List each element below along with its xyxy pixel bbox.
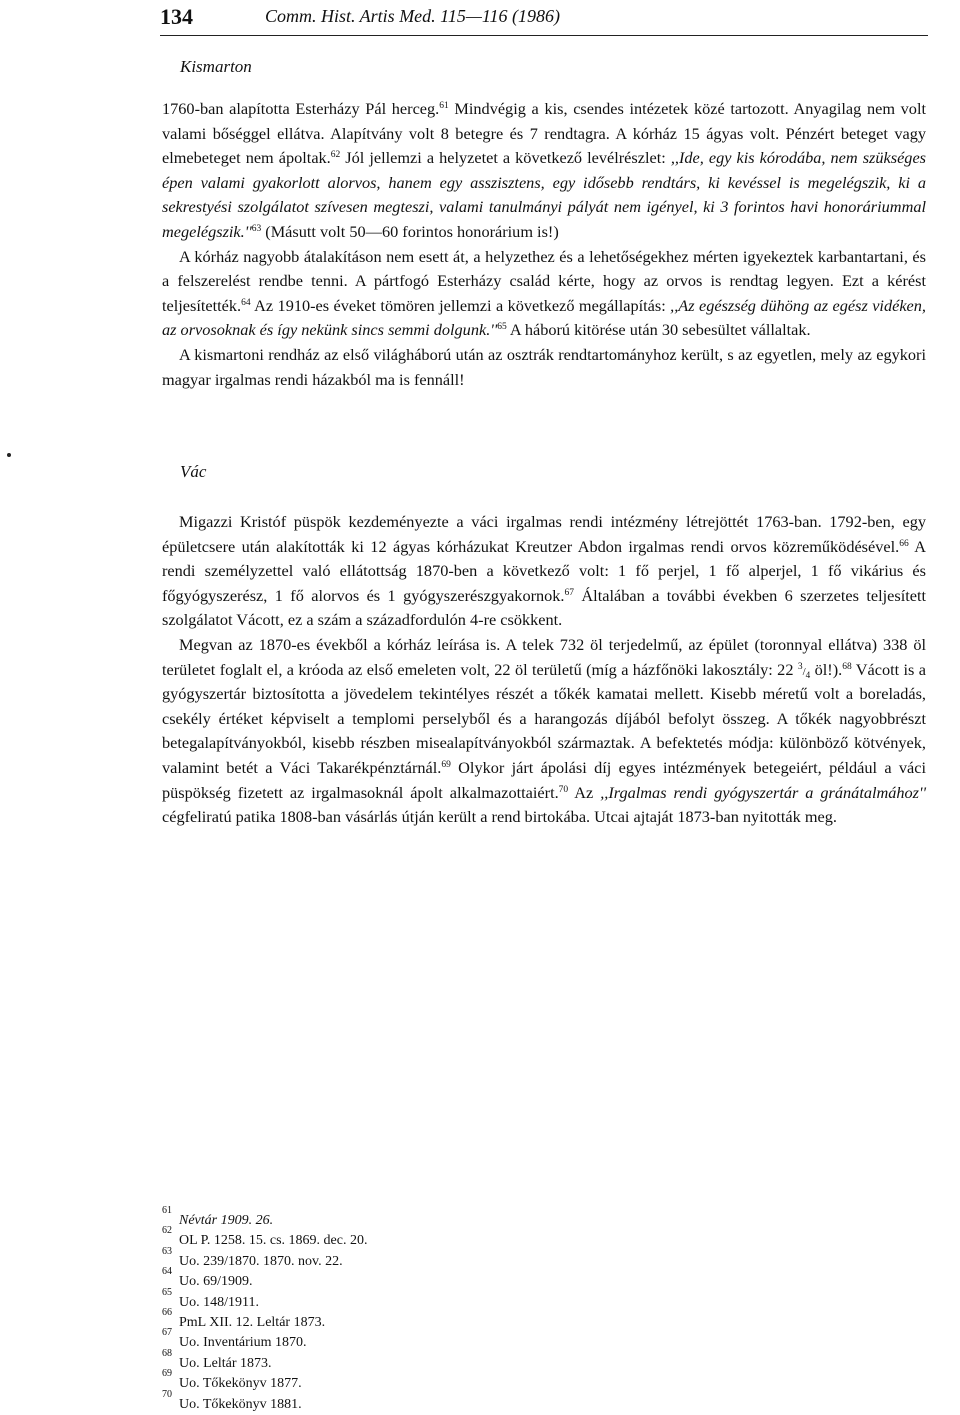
footnote-ref[interactable]: 64 bbox=[241, 297, 251, 308]
footnote-64: 64 Uo. 69/1909. bbox=[162, 1266, 253, 1290]
footnote-ref[interactable]: 65 bbox=[497, 322, 507, 333]
paragraph: Megvan az 1870-es évekből a kórház leírása is. A telek 732 öl terjedelmű, az épület (toronnyal ellátva) 338 öl területet foglalt el, a króoda az első emeleten volt, 22 öl területű (míg a házfőnöki lakosztály: 22 $^3/_4$ öl!).$^{68}$ Vácott is a gyógyszertár biztosította a jövedelem tekintélyes részét a tőkék kamatai mellett. Kisebb méretű volt a boreladás, csekély értéket képviselt a templomi perselyből és a harangozás díjából befolyt összeg. A tőkék nagyobbrészt betegalapítványokból, kisebb részben misealapítványokból származtak. A befektetés módja: különböző kötvények, valamint betét a Váci Takarékpénztárnál.$^{69}$ Olykor járt ápolási díj egyes intézmények betegeiért, például a váci püspökség fizetett az irgalmasoknál ápolt alkalmazottaiért.$^{70}$ Az ,,Irgalmas rendi gyógyszertár a gránátalmához'' cégfeliratú patika 1808-ban vásárlás útján került a rend birtokába. Utcai ajtaját 1873-ban nyitották meg. bbox=[162, 634, 926, 827]
scan-speck bbox=[7, 453, 11, 457]
footnote-ref[interactable]: 66 bbox=[899, 538, 909, 549]
footnote-69: 69 Uo. Tőkekönyv 1877. bbox=[162, 1368, 302, 1392]
footnote-62: 62 OL P. 1258. 15. cs. 1869. dec. 20. bbox=[162, 1225, 368, 1249]
footnote-67: 67 Uo. Inventárium 1870. bbox=[162, 1327, 307, 1351]
paragraph: A kórház nagyobb átalakításon nem esett át, a helyzethez és a lehetőségekhez mérten igyekeztek karbantartani, és a felszerelést rendbe tenni. A pártfogó Esterházy család kérte, hogy az orvos is rendtag legyen. Ezt a kérést teljesítették.$^{64}$ Az 1910-es éveket tömören jellemzi a következő megállapítás: ,,Az egészség dühöng az egész vidéken, az orvosoknak és így nekünk sincs semmi $dolgunk.''^{65}$ A háború kitörése után 30 sebesültet vállaltak. bbox=[162, 246, 926, 340]
letter-quote: ,,Ide, egy kis kórodába, nem szükséges épen valami gyakorlott alorvos, hanem egy asszisztens, egy idősebb rendtárs, ki kevéssel is megelégszik, ki a sekrestyési szolgálatot szívesen megteszi, valami tanulmányi pályát nem igényel, ki 3 forintos havi honoráriummal megelégszik.'' bbox=[162, 148, 927, 241]
footnotes bbox=[162, 1205, 562, 1415]
section-heading-vac: Vác bbox=[180, 462, 207, 481]
journal-reference: Comm. Hist. Artis Med. 115—116 (1986) bbox=[265, 6, 560, 26]
footnote-61: 61 Névtár 1909. 26. bbox=[162, 1205, 274, 1228]
footnote-70: 70 Uo. Tőkekönyv 1881. bbox=[162, 1388, 302, 1412]
footnote-ref[interactable]: 69 bbox=[441, 759, 451, 770]
quote: ,,Az egészség dühöng az egész vidéken, az orvosoknak és így nekünk sincs semmi dolgunk.'' bbox=[162, 295, 926, 340]
footnote-63: 63 Uo. 239/1870. 1870. nov. 22. bbox=[162, 1245, 343, 1269]
footnote-ref[interactable]: 63 bbox=[251, 223, 262, 234]
fraction: $^3/_4$ bbox=[797, 661, 811, 680]
running-head bbox=[160, 4, 930, 34]
paragraph: Migazzi Kristóf püspök kezdeményezte a váci irgalmas rendi intézmény létrejöttét 1763-ban. 1792-ben, egy épületcsere után alakították ki 12 ágyas kórházukat Kreutzer Abdon irgalmas rendi orvos közreműködésével.$^{66}$ A rendi személyzettel való ellátottság 1870-ben a következő volt: 1 fő perjel, 1 fő alperjel, 1 fő vikárius és főgyógyszerész, 1 fő alorvos és 1 gyógyszerészgyakornok.$^{67}$ Általában a további években 6 szerzetes teljesített szolgálatot Vácott, ez a szám a századfordulón 4-re csökkent. bbox=[162, 512, 927, 630]
page-number: 134 bbox=[160, 4, 193, 29]
footnote-65: 65 Uo. 148/1911. bbox=[162, 1286, 259, 1310]
header-rule bbox=[160, 35, 928, 36]
footnote-ref[interactable]: 67 bbox=[564, 587, 575, 598]
section-body-vac bbox=[162, 510, 926, 830]
section-heading-kismarton: Kismarton bbox=[180, 57, 252, 76]
footnote-ref[interactable]: 61 bbox=[439, 101, 449, 111]
footnote-68: 68 Uo. Leltár 1873. bbox=[162, 1347, 272, 1371]
pharmacy-sign-quote: ,,Irgalmas rendi gyógyszertár a gránátalmához'' bbox=[600, 782, 926, 802]
section-body-kismarton bbox=[162, 97, 926, 392]
footnote-ref[interactable]: 70 bbox=[558, 784, 569, 795]
footnote-ref[interactable]: 68 bbox=[842, 661, 852, 672]
paragraph: 1760-ban alapította Esterházy Pál herceg.$^{61}$ Mindvégig a kis, csendes intézetek közé tartozott. Anyagilag nem volt valami bőséggel ellátva. Alapítvány volt 8 betegre és 7 rendtagra. A kórház 15 ágyas volt. Pénzért beteget vagy elmebeteget nem ápoltak.$^{62}$ Jól jellemzi a helyzetet a következő levélrészlet: ,,Ide, egy kis kórodába, nem szükséges épen valami gyakorlott alorvos, hanem egy asszisztens, egy idősebb rendtárs, ki kevéssel is megelégszik, ki a sekrestyési szolgálatot szívesen megteszi, valami tanulmányi pályát nem igényel, ki 3 forintos havi honoráriummal $megelégszik.''^{63}$ (Másutt volt 50—60 forintos honorárium is!) bbox=[162, 99, 927, 241]
footnote-ref[interactable]: 62 bbox=[330, 150, 341, 161]
footnote-66: 66 PmL XII. 12. Leltár 1873. bbox=[162, 1307, 326, 1331]
paragraph: A kismartoni rendház az első világháború után az osztrák rendtartományhoz került, s az egyetlen, mely az egykori magyar irgalmas rendi házakból ma is fennáll! bbox=[162, 344, 926, 389]
